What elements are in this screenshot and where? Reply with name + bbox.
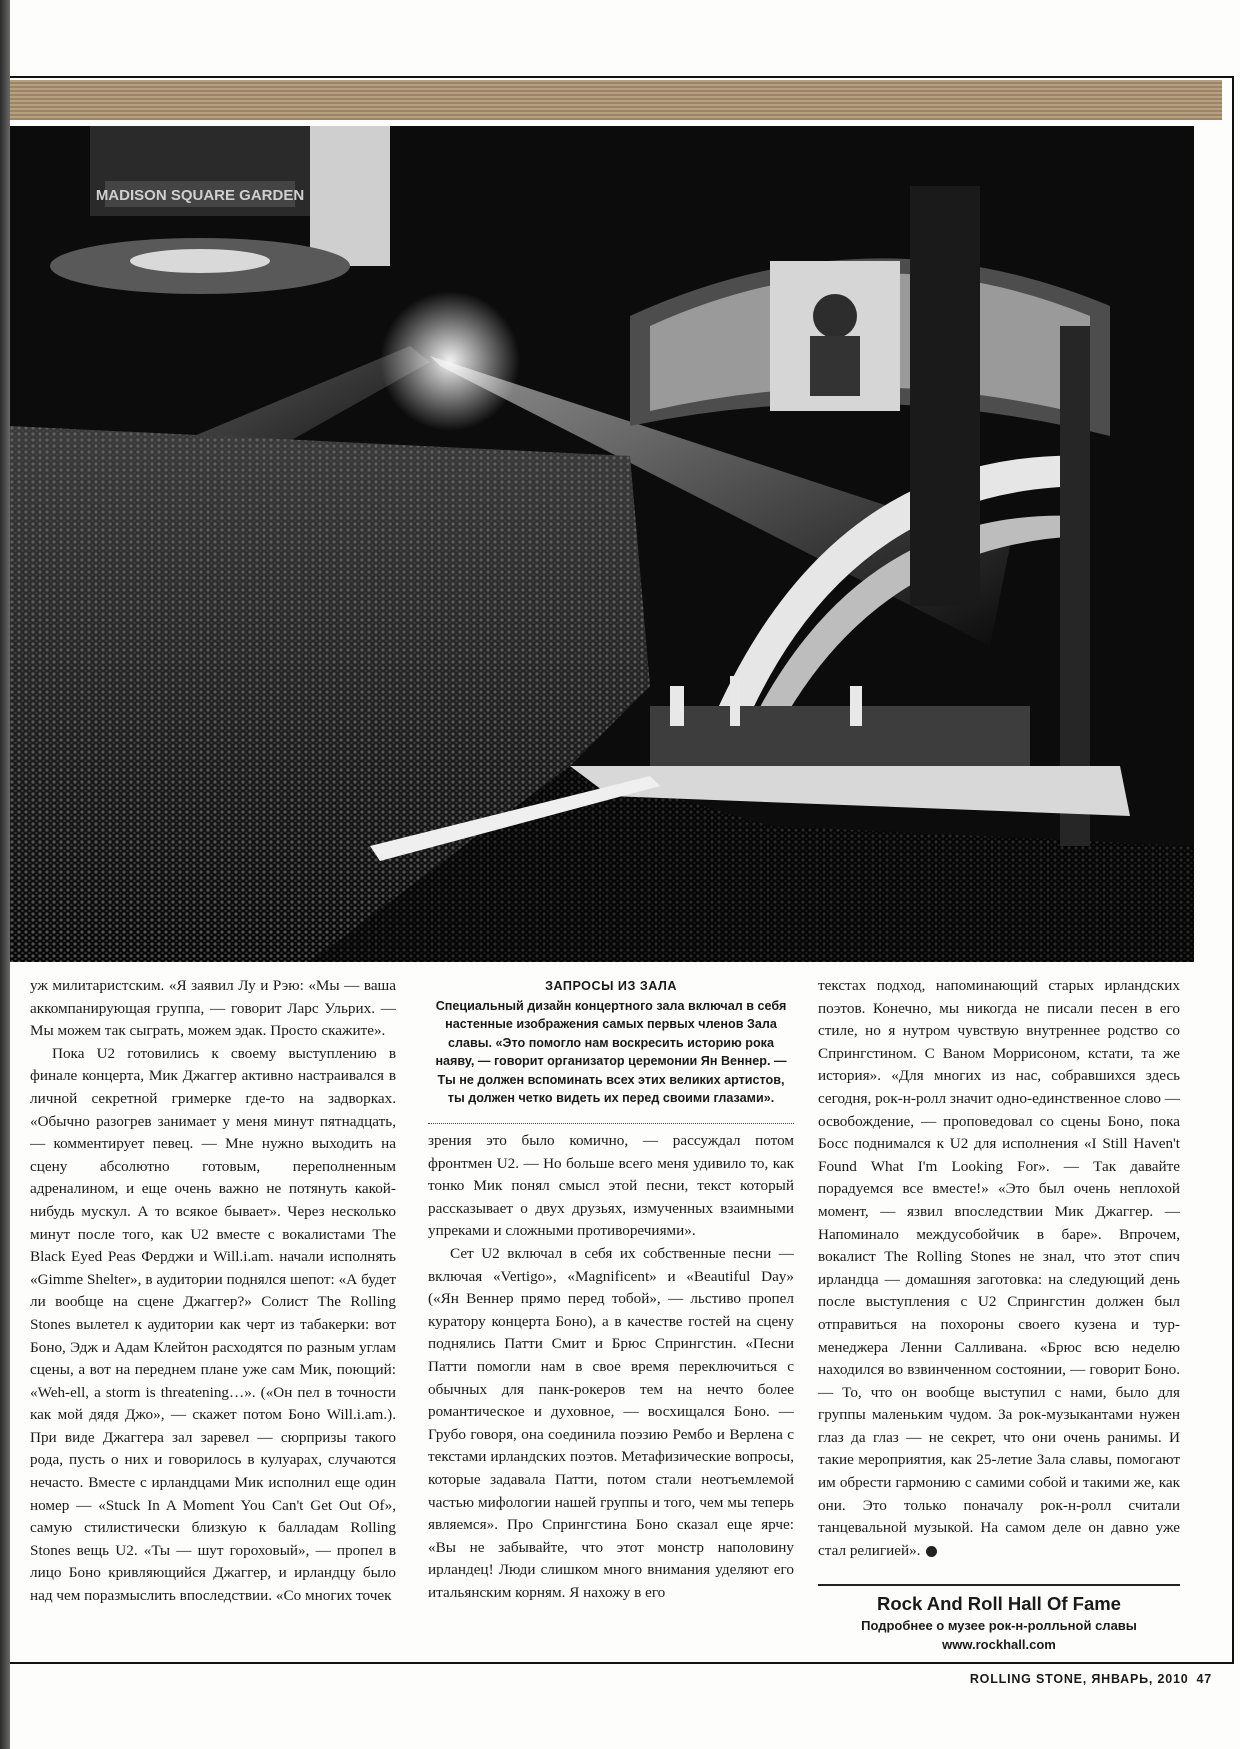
paragraph: Пока U2 готовились к своему выступлению в финале концерта, Мик Джаггер активно настраивался в личной секретной гримерке где-то на задворках. «Обычно разогрев занимает у меня минут пятнадцать, — комментирует певец. — Мне нужно выходить на сцену абсолютно готовым, переполненным адреналином, и еще очень важно не потянуть какой-нибудь мускул. А то всякое бывает». Через несколько минут после того, как U2 вместе с вокалистами The Black Eyed Peas Ферджи и Will.i.am. начали исполнять «Gimme Shelter», в аудитории поднялся шепот: «А будет ли вообще на сцене Джаггер?» Солист The Rolling Stones вылетел к аудитории как черт из табакерки: вот Боно, Эдж и Адам Клейтон расходятся по разным углам сцены, а вот на переднем плане уже сам Мик, поющий: «Weh-ell, a storm is threatening…». («Он пел в точности как мой дядя Джо», — скажет потом Боно Will.i.am.). При виде Джаггера зал заревел — сюрпризы такого рода, пусть о них и говорилось в кулуарах, случаются нечасто. Вместе с ирландцами Мик исполнил еще один номер — «Stuck In A Moment You Can't Get Out Of», самую стилистически близкую к балладам Rolling Stones вещь U2. «Ты — шут гороховый», — пропел в лицо Боно кривляющийся Джаггер, и ирландцу было над чем поразмыслить впоследствии. «Со многих точек: [30, 1044, 396, 1605]
arena-screen-text: MADISON SQUARE GARDEN: [95, 187, 305, 204]
page-footer: [970, 1672, 1212, 1686]
promo-link[interactable]: www.rockhall.com: [942, 1637, 1056, 1652]
end-of-article-icon: [926, 1546, 937, 1557]
magazine-issue: ROLLING STONE, ЯНВАРЬ, 2010: [969, 1672, 1189, 1686]
promo-box: [818, 1592, 1180, 1654]
sidebar-divider: [428, 1123, 794, 1124]
paragraph: зрения это было комично, — рассуждал потом фронтмен U2. — Но больше всего меня удивило то, как тонко Мик понял смысл этой песни, текст который рассказывает о двух друзьях, измученных взаимными упреками и сложными противоречиями».: [428, 1132, 794, 1240]
article-column-1: [30, 975, 396, 1608]
header-band: [10, 80, 1222, 120]
article-column-2: [428, 1130, 794, 1604]
article-column-3: [818, 975, 1180, 1562]
paragraph: Сет U2 включал в себя их собственные песни — включая «Vertigo», «Magnificent» и «Beautiful Day» («Ян Веннер прямо перед тобой», — льстиво пропел куратору концерта Боно), а в качестве гостей на сцену поднялись Патти Смит и Брюс Спрингстин. «Песни Патти помогли нам в свое время переключиться с обычных для панк-рокеров тем на нечто более романтическое и духовное, — восхищался Боно. — Грубо говоря, она соединила поэзию Рембо и Верлена с текстами ирландских поэтов. Метафизические вопросы, которые задавала Патти, потом стали неотъемлемой частью мифологии нашей группы и того, чем мы теперь являемся». Про Спрингстина Боно сказал еще ярче: «Вы не забывайте, что этот монстр наполовину ирландец! Люди слишком много внимания уделяют его итальянским корням. Я нахожу в его: [428, 1244, 794, 1601]
page-edge-shadow: [0, 0, 10, 1749]
paragraph: уж милитаристским. «Я заявил Лу и Рэю: «Мы — ваша аккомпанирующая группа, — говорит Ларс Ульрих. — Мы можем так сыграть, можем эдак. Просто скажите».: [30, 977, 396, 1040]
sidebar-text: Специальный дизайн концертного зала включал в себя настенные изображения самых первых членов Зала славы. «Это помогло нам воскресить историю рока наяву, — говорит организатор церемонии Ян Веннер. — Ты не должен вспоминать всех этих великих артистов, ты должен четко видеть их перед своими глазами».: [435, 998, 787, 1105]
promo-title: Rock And Roll Hall Of Fame: [877, 1593, 1121, 1614]
paragraph-text: текстах подход, напоминающий старых ирландских поэтов. Конечно, мы никогда не писали песен в его стиле, но я нутром чувствую внутреннее родство со Спрингстином. С Ваном Моррисоном, кстати, та же история». «Для многих из нас, собравшихся здесь сегодня, рок-н-ролл значит одно-единственное слово — освобождение, — проповедовал со сцены Боно, пока Босс поднимался к U2 для исполнения «I Still Haven't Found What I'm Looking For». — Так давайте порадуемся все вместе!» «Это был очень неплохой момент, — язвил впоследствии Мик Джаггер. — Напоминало междусобойчик в баре». Впрочем, вокалист The Rolling Stones не знал, что этот спич ирландца — домашняя заготовка: на следующий день после выступления с U2 Спрингстин должен был отправиться на похороны своего кузена и тур-менеджера Ленни Салливана. «Брюс всю неделю находился во взвинченном состоянии, — говорит Боно. — То, что он вообще выступил с нами, было для группы маленьким чудом. За рок-музыкантами нужен глаз да глаз — не секрет, что они очень ранимы. И такие мероприятия, как 25-летие Зала славы, помогают им обрести гармонию с самими собой и такими же, как они. Это только поначалу рок-н-ролл считали танцевальной музыкой. На самом деле он давно уже стал религией».: [818, 977, 1180, 1559]
paragraph: [818, 975, 1180, 1562]
sidebar-box: [428, 977, 794, 1108]
concert-photo: [10, 126, 1194, 962]
promo-divider: [818, 1584, 1180, 1586]
page-number: 47: [1196, 1672, 1212, 1686]
sidebar-title: ЗАПРОСЫ ИЗ ЗАЛА: [545, 979, 677, 993]
promo-description: Подробнее о музее рок-н-ролльной славы: [861, 1618, 1137, 1633]
